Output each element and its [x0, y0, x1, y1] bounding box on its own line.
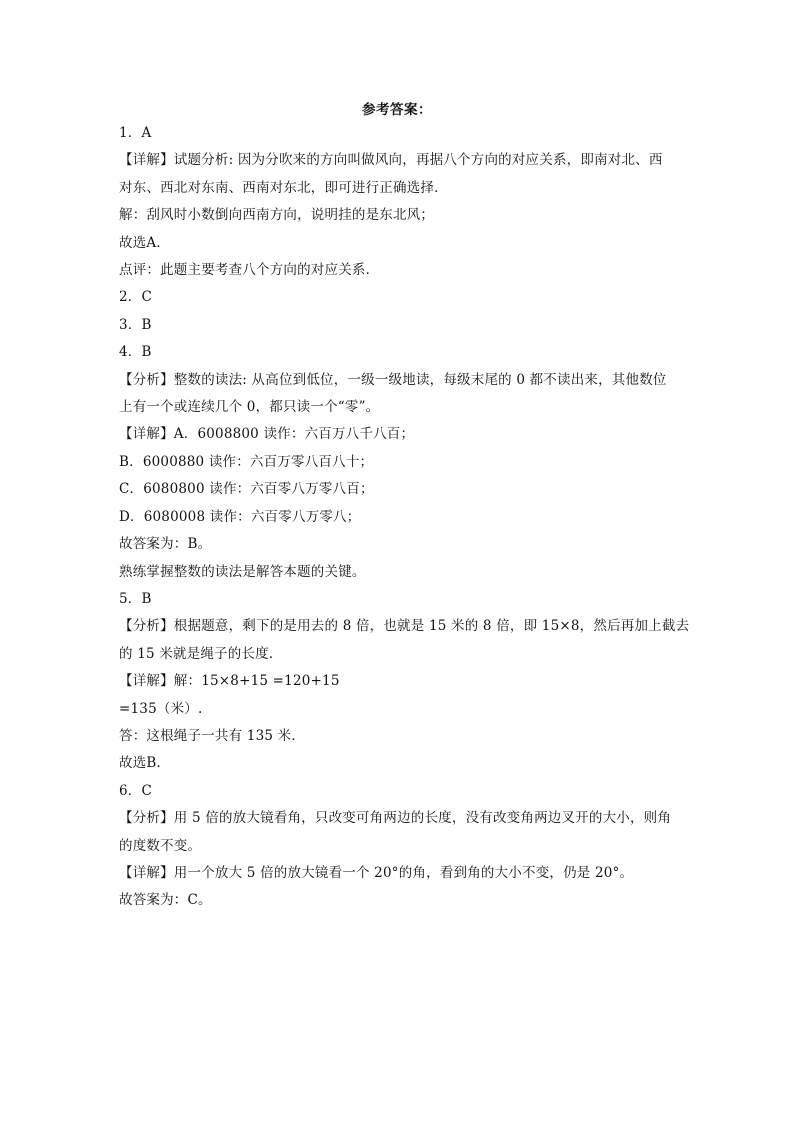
answer-line: 【详解】解：15×8+15 =120+15	[119, 673, 340, 690]
answer-line: 5．B	[119, 590, 152, 607]
answer-line: 【详解】用一个放大 5 倍的放大镜看一个 20°的角，看到角的大小不变，仍是 20°。	[119, 864, 634, 881]
answer-line: 的 15 米就是绳子的长度．	[119, 645, 283, 662]
answer-line: 1．A	[119, 125, 152, 141]
answer-line: 6．C	[119, 782, 153, 799]
answer-line: 【详解】A．6008800 读作：六百万八千八百；	[119, 426, 415, 443]
answer-line: 故选A．	[119, 234, 171, 251]
answer-line: 的度数不变。	[119, 837, 202, 854]
answer-line: 上有一个或连续几个 0，都只读一个“零”。	[119, 399, 380, 416]
answer-line: B．6000880 读作：六百万零八百八十；	[119, 453, 374, 470]
answer-line: 4．B	[119, 344, 152, 361]
answer-line: 熟练掌握整数的读法是解答本题的关键。	[119, 563, 366, 580]
answer-line: 答：这根绳子一共有 135 米．	[119, 727, 306, 744]
answer-line: 故选B．	[119, 755, 171, 772]
answer-line: =135（米）.	[119, 700, 203, 717]
answer-line: 故答案为：C。	[119, 892, 212, 909]
answer-line: 2．C	[119, 289, 153, 306]
answer-line: 【详解】试题分析: 因为分吹来的方向叫做风向，再据八个方向的对应关系，即南对北、西	[119, 152, 663, 169]
answer-line: 3．B	[119, 316, 152, 333]
page-title: 参考答案：	[362, 102, 432, 118]
answer-line: 点评：此题主要考查八个方向的对应关系．	[119, 262, 380, 279]
answer-line: 【分析】根据题意，剩下的是用去的 8 倍，也就是 15 米的 8 倍，即 15×8，然后再加上截去	[119, 618, 690, 635]
answer-line: 【分析】整数的读法: 从高位到低位，一级一级地读，每级末尾的 0 都不读出来，其他数位	[119, 371, 667, 388]
answer-line: 【分析】用 5 倍的放大镜看角，只改变可角两边的长度，没有改变角两边叉开的大小，则角	[119, 810, 672, 827]
answer-line: 解：刮风时小数倒向西南方向，说明挂的是东北风；	[119, 207, 435, 224]
answer-line: 故答案为：B。	[119, 536, 212, 553]
answer-content	[119, 120, 690, 915]
answer-line: C．6080800 读作：六百零八万零八百；	[119, 481, 374, 498]
answer-line: 对东、西北对东南、西南对东北，即可进行正确选择．	[119, 179, 448, 196]
answer-line: D．6080008 读作：六百零八万零八；	[119, 508, 361, 525]
